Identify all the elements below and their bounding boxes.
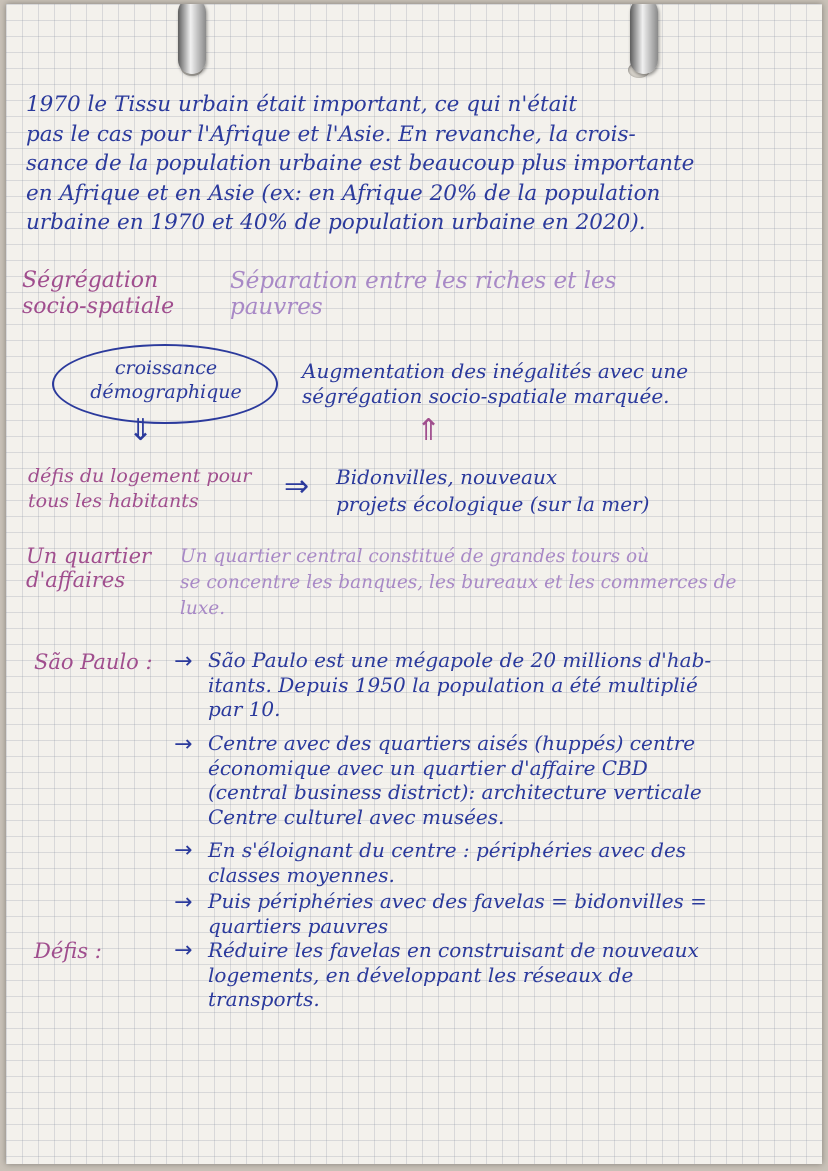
sao-paulo-point-2: Centre avec des quartiers aisés (huppés) centre économique avec un quartier d'affaire CBD (central business district): architecture verticale Centre culturel avec musées. — [208, 731, 702, 829]
bidonvilles-text: Bidonvilles, nouveaux projets écologique (sur la mer) — [336, 465, 650, 516]
inegalites-text: Augmentation des inégalités avec une ségrégation socio-spatiale marquée. — [302, 359, 689, 408]
bullet-arrow-5-icon: → — [174, 938, 193, 963]
defis-label: Défis : — [34, 939, 102, 963]
quartier-affaires-definition: Un quartier central constitué de grandes tours où se concentre les banques, les bureaux et les commerces de luxe. — [180, 546, 737, 619]
binder-ring-left — [178, 4, 206, 74]
bullet-arrow-1-icon: → — [174, 649, 193, 674]
intro-paragraph: 1970 le Tissu urbain était important, ce qui n'était pas le cas pour l'Afrique et l'Asie. En revanche, la crois- sance de la population urbaine est beaucoup plus importante en Afrique et en Asie (ex: en Afrique 20% de la population urbaine en 1970 et 40% de population urbaine en 2020). — [26, 92, 695, 235]
segregation-term: Ségrégation socio-spatiale — [22, 268, 175, 319]
binder-ring-right — [630, 4, 658, 74]
arrow-down-icon: ⇓ — [128, 413, 154, 448]
defis-text: Réduire les favelas en construisant de nouveaux logements, en développant les réseaux de transports. — [208, 938, 699, 1011]
sao-paulo-point-1: São Paulo est une mégapole de 20 millions d'hab- itants. Depuis 1950 la population a été multiplié par 10. — [208, 648, 712, 721]
croissance-label: croissance démographique — [90, 357, 242, 403]
bullet-arrow-2-icon: → — [174, 732, 193, 757]
bullet-arrow-3-icon: → — [174, 838, 193, 863]
quartier-affaires-term: Un quartier d'affaires — [26, 544, 152, 592]
segregation-definition: Séparation entre les riches et les pauvres — [230, 268, 617, 320]
sao-paulo-label: São Paulo : — [34, 650, 153, 674]
notebook-page — [6, 4, 822, 1164]
bullet-arrow-4-icon: → — [174, 890, 193, 915]
arrow-up-icon: ⇑ — [416, 413, 442, 448]
arrow-right-icon: ⇒ — [284, 469, 310, 504]
defis-logement-text: défis du logement pour tous les habitants — [28, 465, 252, 512]
sao-paulo-point-3: En s'éloignant du centre : périphéries avec des classes moyennes. — [208, 838, 687, 887]
sao-paulo-point-4: Puis périphéries avec des favelas = bidonvilles = quartiers pauvres — [208, 889, 707, 938]
